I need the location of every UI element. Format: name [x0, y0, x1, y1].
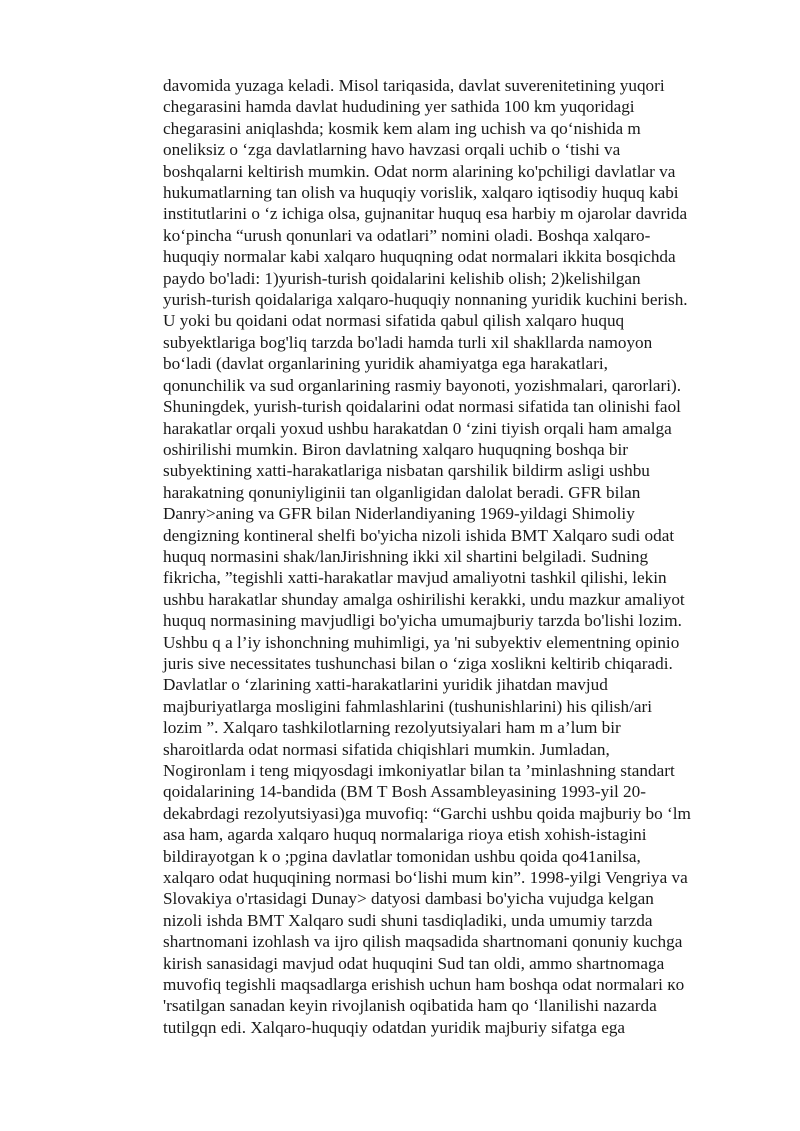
text-line: U yoki bu qoidani odat normasi sifatida qabul qilish xalqaro huquq	[163, 311, 625, 331]
text-line: harakatlar orqali yoxud ushbu harakatdan 0 ‘zini tiyish orqali ham amalga	[163, 418, 672, 438]
text-line: chegarasini hamda davlat hududining yer sathida 100 km yuqoridagi	[163, 97, 635, 117]
text-line: bildirayotgan k o ;pgina davlatlar tomonidan ushbu qoida qo41anilsa,	[163, 846, 641, 866]
text-line: subyektining xatti-harakatlariga nisbatan qarshilik bildirm asligi ushbu	[163, 461, 650, 481]
text-line: juris sive necessitates tushunchasi bilan o ‘ziga xoslikni keltirib chiqaradi.	[163, 653, 673, 673]
text-line: hukumatlarning tan olish va huquqiy vorislik, xalqaro iqtisodiy huquq kabi	[163, 183, 679, 203]
text-line: davomida yuzaga keladi. Misol tariqasida, davlat suverenitetining yuqori	[163, 76, 665, 95]
text-line: ko‘pincha “urush qonunlari va odatlari” nomini oladi. Boshqa xalqaro-	[163, 225, 651, 245]
text-line: oshirilishi mumkin. Biron davlatning xalqaro huquqning boshqa bir	[163, 439, 628, 459]
text-line: Nogironlam i teng miqyosdagi imkoniyatlar bilan ta ’minlashning standart	[163, 761, 675, 780]
text-line: subyektlariga bog'liq tarzda bo'ladi hamda turli xil shakllarda namoyon	[163, 332, 653, 352]
text-line: huquq normasining mavjudligi bo'yicha umumajburiy tarzda bo'lishi lozim.	[163, 611, 682, 631]
text-line: sharoitlarda odat normasi sifatida chiqishlari mumkin. Jumladan,	[163, 739, 610, 759]
text-line: qonunchilik va sud organlarining rasmiy bayonoti, yozishmalari, qarorlari).	[163, 375, 682, 395]
text-line: bo‘ladi (davlat organlarining yuridik ahamiyatga ega harakatlari,	[163, 354, 608, 374]
text-line: huquq normasini shak/lanJirishning ikki xil shartini belgiladi. Sudning	[163, 546, 649, 566]
text-line: Davlatlar o ‘zlarining xatti-harakatlarini yuridik jihatdan mavjud	[163, 675, 608, 695]
text-line: chegarasini aniqlashda; kosmik kem alam ing uchish va qo‘nishida m	[163, 118, 641, 138]
text-line: yurish-turish qoidalariga xalqaro-huquqiy nonnaning yuridik kuchini berish.	[163, 290, 688, 310]
text-line: oneliksiz o ‘zga davlatlarning havo havzasi orqali uchib o ‘tishi va	[163, 140, 621, 160]
text-line: dekabrdagi rezolyutsiyasi)ga muvofiq: “Garchi ushbu qoida majburiy bo ‘lm	[163, 803, 691, 823]
text-line: Danry>aning va GFR bilan Niderlandiyaning 1969-yildagi Shimoliy	[163, 504, 635, 524]
text-line: boshqalarni keltirish mumkin. Odat norm alarining ko'pchiligi davlatlar va	[163, 161, 676, 181]
text-line: dengizning kontineral shelfi bo'yicha nizoli ishida BMT Xalqaro sudi odat	[163, 525, 675, 545]
text-line: ushbu harakatlar shunday amalga oshirilishi kerakki, undu mazkur amaliyot	[163, 589, 685, 609]
text-line: harakatning qonuniyliginii tan olganligidan dalolat beradi. GFR bilan	[163, 482, 641, 502]
text-line: asa ham, agarda xalqaro huquq normalariga rioya etish xohish-istagini	[163, 825, 647, 845]
text-line: huquqiy normalar kabi xalqaro huquqning odat normalari ikkita bosqichda	[163, 247, 676, 267]
text-line: tutilgqn edi. Xalqaro-huquqiy odatdan yuridik majburiy sifatga ega	[163, 1017, 626, 1037]
text-line: muvofiq tegishli maqsadlarga erishish uchun ham boshqa odat normalari кo	[163, 975, 685, 995]
body-text	[163, 75, 763, 1038]
text-line: majburiyatlarga mosligini fahmlashlarini (tushunishlarini) his qilish/ari	[163, 696, 652, 716]
text-line: Shuningdek, yurish-turish qoidalarini odat normasi sifatida tan olinishi faol	[163, 397, 681, 417]
text-line: kirish sanasidagi mavjud odat huquqini Sud tan oldi, ammo shartnomaga	[163, 953, 665, 973]
text-line: 'rsatilgan sanadan keyin rivojlanish oqibatida ham qo ‘llanilishi nazarda	[163, 996, 657, 1016]
text-line: nizoli ishda BMT Xalqaro sudi shuni tasdiqladiki, unda umumiy tarzda	[163, 910, 653, 930]
text-line: Slovakiya o'rtasidagi Dunay> datyosi dambasi bo'yicha vujudga kelgan	[163, 889, 654, 909]
text-line: institutlarini o ‘z ichiga olsa, gujnanitar huquq esa harbiy m ojarolar davrida	[163, 204, 688, 224]
text-line: lozim ”. Xalqaro tashkilotlarning rezolyutsiyalari ham m a’lum bir	[163, 718, 621, 738]
text-line: xalqaro odat huquqining normasi bo‘lishi mum kin”. 1998-yilgi Vengriya va	[163, 868, 688, 888]
text-line: Ushbu q a l’iy ishonchning muhimligi, ya 'ni subyektiv elementning opinio	[163, 632, 680, 652]
text-line: paydo bo'ladi: 1)yurish-turish qoidalarini kelishib olish; 2)kelishilgan	[163, 268, 641, 288]
text-line: fikricha, ”tegishli xatti-harakatlar mavjud amaliyotni tashkil qilishi, lekin	[163, 568, 667, 588]
text-line: shartnomani izohlash va ijro qilish maqsadida shartnomani qonuniy kuchga	[163, 932, 683, 952]
text-line: qoidalarining 14-bandida (BM T Bosh Assambleyasining 1993-yil 20-	[163, 782, 646, 802]
